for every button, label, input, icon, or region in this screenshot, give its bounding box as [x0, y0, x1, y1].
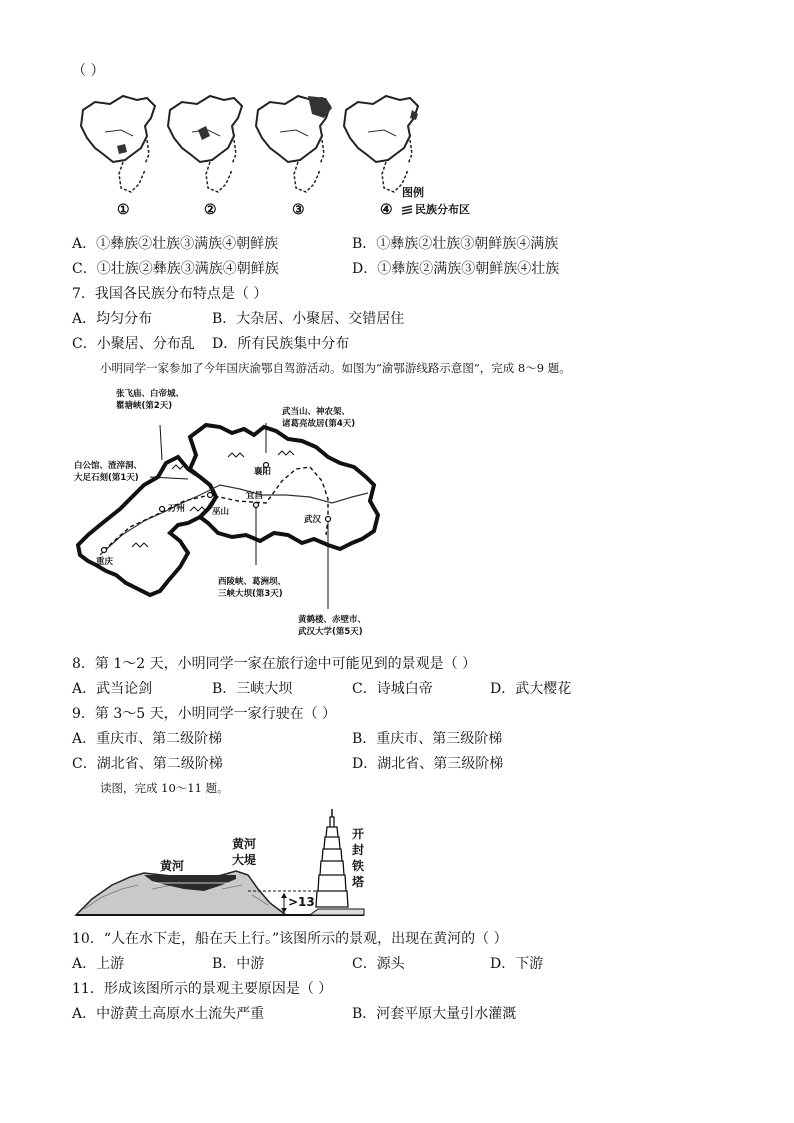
q7-option-c: C．小聚居、分布乱: [72, 336, 195, 352]
dike-label-line2: 大堤: [232, 853, 257, 867]
route-label-day3-line2: 三峡大坝(第3天): [218, 589, 283, 599]
ethnic-map-row: [70, 90, 490, 225]
city-wuhan: 武汉: [304, 515, 322, 525]
route-label-day4-line2: 诸葛亮故居(第4天): [282, 419, 356, 429]
map-label-1: ①: [117, 202, 130, 218]
q9-option-d: D．湖北省、第三级阶梯: [352, 756, 504, 772]
route-label-day1-line1: 白公馆、渣滓洞、: [74, 461, 143, 471]
dike-label-line1: 黄河: [232, 837, 257, 851]
tower-label-2: 封: [352, 843, 365, 857]
q10-stem: 10．“人在水下走，船在天上行。”该图所示的景观，出现在黄河的（ ）: [72, 931, 508, 947]
q6-option-c: C．①壮族②彝族③满族④朝鲜族: [72, 261, 279, 277]
q6-option-d: D．①彝族②满族③朝鲜族④壮族: [352, 261, 560, 277]
q8-option-b: B．三峡大坝: [212, 681, 293, 697]
map-label-4: ④: [380, 202, 393, 218]
hatch-legend-icon: [402, 206, 412, 214]
q8-option-a: A．武当论剑: [72, 681, 153, 697]
tower-label-3: 铁: [352, 859, 365, 873]
river-label: 黄河: [160, 859, 185, 873]
city-chongqing: 重庆: [96, 557, 114, 567]
route-label-day4-line1: 武当山、神农架、: [282, 407, 351, 417]
city-xiangyang: 襄阳: [254, 467, 272, 477]
q7-option-a: A．均匀分布: [72, 311, 153, 327]
city-wanzhou: 万州: [168, 504, 186, 514]
q8-option-d: D．武大樱花: [490, 681, 572, 697]
city-yichang: 宜昌: [246, 491, 264, 501]
city-wushan: 巫山: [212, 507, 230, 517]
q11-option-a: A．中游黄土高原水土流失严重: [72, 1006, 265, 1022]
legend-title: 图例: [402, 186, 424, 199]
route-label-day1-line2: 大足石刻(第1天): [74, 473, 139, 483]
map-label-3: ③: [292, 202, 305, 218]
map-label-2: ②: [204, 202, 217, 218]
q8-option-c: C．诗城白帝: [352, 681, 433, 697]
china-map-4: [338, 90, 428, 200]
q10-option-b: B．中游: [212, 956, 265, 972]
route-label-day3-line1: 西陵峡、葛洲坝、: [218, 577, 287, 587]
q6-option-a: A．①彝族②壮族③满族④朝鲜族: [72, 236, 279, 252]
q9-option-c: C．湖北省、第二级阶梯: [72, 756, 223, 772]
route-label-day5-line2: 武汉大学(第5天): [298, 627, 363, 637]
height-label: >13: [288, 895, 315, 909]
q9-option-b: B．重庆市、第三级阶梯: [352, 731, 503, 747]
route-label-day2-line2: 瞿塘峡(第2天): [116, 401, 173, 411]
raised-riverbed-figure: [72, 805, 372, 920]
route-label-day5-line1: 黄鹤楼、赤壁市、: [298, 615, 367, 625]
china-map-1: [75, 90, 165, 200]
q7-option-d: D．所有民族集中分布: [212, 336, 350, 352]
answer-paren: （ ）: [72, 63, 105, 79]
riverbed-cross-section: [72, 805, 372, 920]
tower-label-1: 开: [352, 827, 365, 841]
intro-10-11: 读图，完成 10～11 题。: [100, 781, 229, 795]
q9-stem: 9．第 3～5 天，小明同学一家行驶在（ ）: [72, 706, 337, 722]
q10-option-a: A．上游: [72, 956, 125, 972]
q10-option-d: D．下游: [490, 956, 544, 972]
route-map: [70, 385, 400, 645]
q7-stem: 7．我国各民族分布特点是（ ）: [72, 286, 268, 302]
china-map-2: [162, 90, 252, 200]
route-label-day2-line1: 张飞庙、白帝城、: [116, 389, 185, 399]
china-map-3: [250, 90, 340, 200]
q8-stem: 8．第 1～2 天，小明同学一家在旅行途中可能见到的景观是（ ）: [72, 656, 477, 672]
q11-option-b: B．河套平原大量引水灌溉: [352, 1006, 517, 1022]
legend-item: 民族分布区: [415, 203, 470, 216]
q10-option-c: C．源头: [352, 956, 405, 972]
q11-stem: 11．形成该图所示的景观主要原因是（ ）: [72, 981, 333, 997]
q7-option-b: B．大杂居、小聚居、交错居住: [212, 311, 405, 327]
q9-option-a: A．重庆市、第二级阶梯: [72, 731, 223, 747]
intro-8-9: 小明同学一家参加了今年国庆渝鄂自驾游活动。如图为“渝鄂游线路示意图”，完成 8～9 题。: [100, 361, 571, 375]
q6-option-b: B．①彝族②壮族③朝鲜族④满族: [352, 236, 559, 252]
tower-label-4: 塔: [352, 875, 365, 889]
